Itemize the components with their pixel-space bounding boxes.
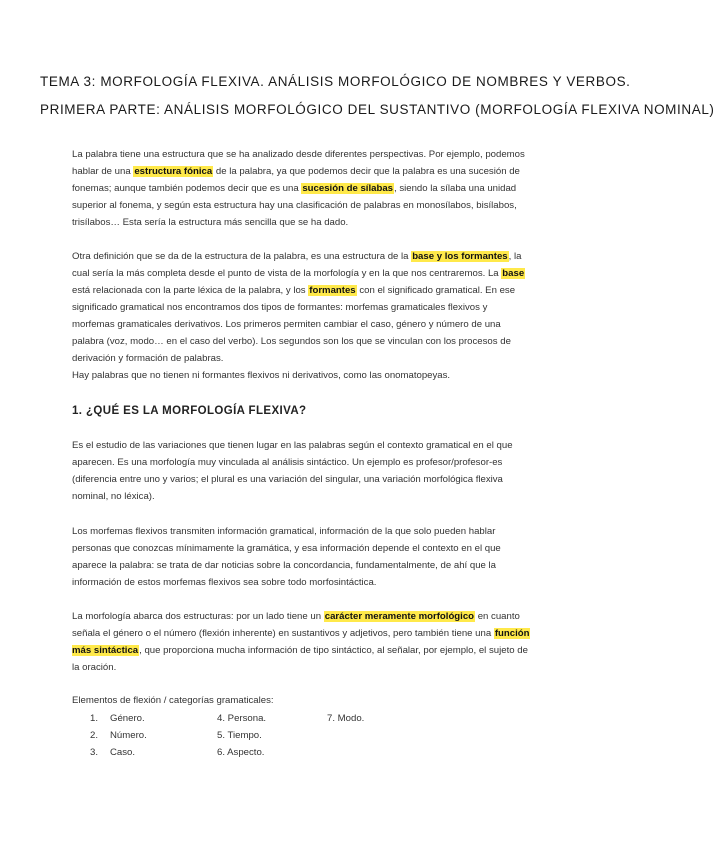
p1-text-b: de la palabra, ya que podemos decir que la palabra es una sucesión de fonemas; aunque también podemos decir que es una [72, 166, 520, 194]
p2-text-b: , la cual sería la más completa desde el punto de vista de la morfología y en la que nos centraremos. La [72, 251, 522, 279]
p1-text-c: , siendo la sílaba una unidad superior al fonema, y según esta estructura hay una clasificación de palabras en monosílabos, bisílabos, trisílabos… Esta sería la estructura más sencilla que se ha dado. [72, 183, 517, 228]
list-number: 1. [90, 713, 99, 724]
paragraph-1 [72, 146, 532, 231]
list-item-5: 5. Tiempo. [217, 730, 262, 741]
list-item-label: Género. [110, 713, 145, 724]
title-line-2: PRIMERA PARTE: ANÁLISIS MORFOLÓGICO DEL SUSTANTIVO (MORFOLOGÍA FLEXIVA NOMINAL) [40, 102, 715, 117]
list-item-3 [90, 747, 135, 758]
list-item-1 [90, 713, 145, 724]
p1-text-a: La palabra tiene una estructura que se ha analizado desde diferentes perspectivas. Por ejemplo, podemos hablar de una [72, 149, 525, 177]
highlight-base: base [502, 268, 525, 279]
p2-text-a: Otra definición que se da de la estructura de la palabra, es una estructura de la [72, 251, 412, 262]
p2-text-e: Hay palabras que no tienen ni formantes flexivos ni derivativos, como las onomatopeyas. [72, 370, 451, 381]
paragraph-4: Los morfemas flexivos transmiten información gramatical, información de la que solo pueden hablar personas que conozcas mínimamente la gramática, y esa información depende el contexto en el que aparece la palabra: se trata de dar noticias sobre la concordancia, fundamentalmente, de ahí que la información de estos morfemas flexivos sea sobre todo morfosintáctica. [72, 526, 501, 588]
paragraph-2 [72, 248, 532, 384]
p5-text-a: La morfología abarca dos estructuras: por un lado tiene un [72, 611, 324, 622]
paragraph-3: Es el estudio de las variaciones que tienen lugar en las palabras según el contexto gramatical en el que aparecen. Es una morfología muy vinculada al análisis sintáctico. Un ejemplo es profesor/profesor-es (diferencia entre uno y varios; el plural es una variación del singular, una variación morfológica flexiva nominal, no léxica). [72, 440, 513, 502]
list-item-7: 7. Modo. [327, 713, 365, 724]
list-item-2 [90, 730, 147, 741]
section-heading-1: 1. ¿QUÉ ES LA MORFOLOGÍA FLEXIVA? [72, 405, 307, 417]
highlight-base-formantes: base y los formantes [412, 251, 508, 262]
list-item-6: 6. Aspecto. [217, 747, 265, 758]
highlight-caracter-morfologico: carácter meramente morfológico [324, 611, 475, 622]
list-number: 2. [90, 730, 99, 741]
paragraph-5 [72, 608, 532, 676]
highlight-estructura-fonica: estructura fónica [134, 166, 213, 177]
p5-text-c: , que proporciona mucha información de tipo sintáctico, al señalar, por ejemplo, el sujeto de la oración. [72, 645, 528, 673]
p2-text-d: con el significado gramatical. En ese significado gramatical nos encontramos dos tipos de formantes: morfemas gramaticales flexivos y morfemas gramaticales derivativos. Los primeros permiten cambiar el caso, género y número de una palabra (voz, modo… en el caso del verbo). Los segundos son los que se vinculan con los procesos de derivación y formación de palabras. [72, 285, 516, 364]
highlight-sucesion-silabas: sucesión de sílabas [302, 183, 393, 194]
p5-text-b: en cuanto señala el género o el número (flexión inherente) en sustantivos y adjetivos, pero también tiene una [72, 611, 520, 639]
title-line-1: TEMA 3: MORFOLOGÍA FLEXIVA. ANÁLISIS MORFOLÓGICO DE NOMBRES Y VERBOS. [40, 74, 631, 89]
list-item-label: Caso. [110, 747, 136, 758]
list-number: 3. [90, 747, 99, 758]
highlight-formantes: formantes [309, 285, 356, 296]
list-title: Elementos de flexión / categorías gramaticales: [72, 695, 274, 706]
list-item-4: 4. Persona. [217, 713, 267, 724]
list-item-label: Número. [110, 730, 147, 741]
p2-text-c: está relacionada con la parte léxica de la palabra, y los [72, 285, 309, 296]
highlight-funcion-sintactica: función más sintáctica [72, 628, 530, 656]
